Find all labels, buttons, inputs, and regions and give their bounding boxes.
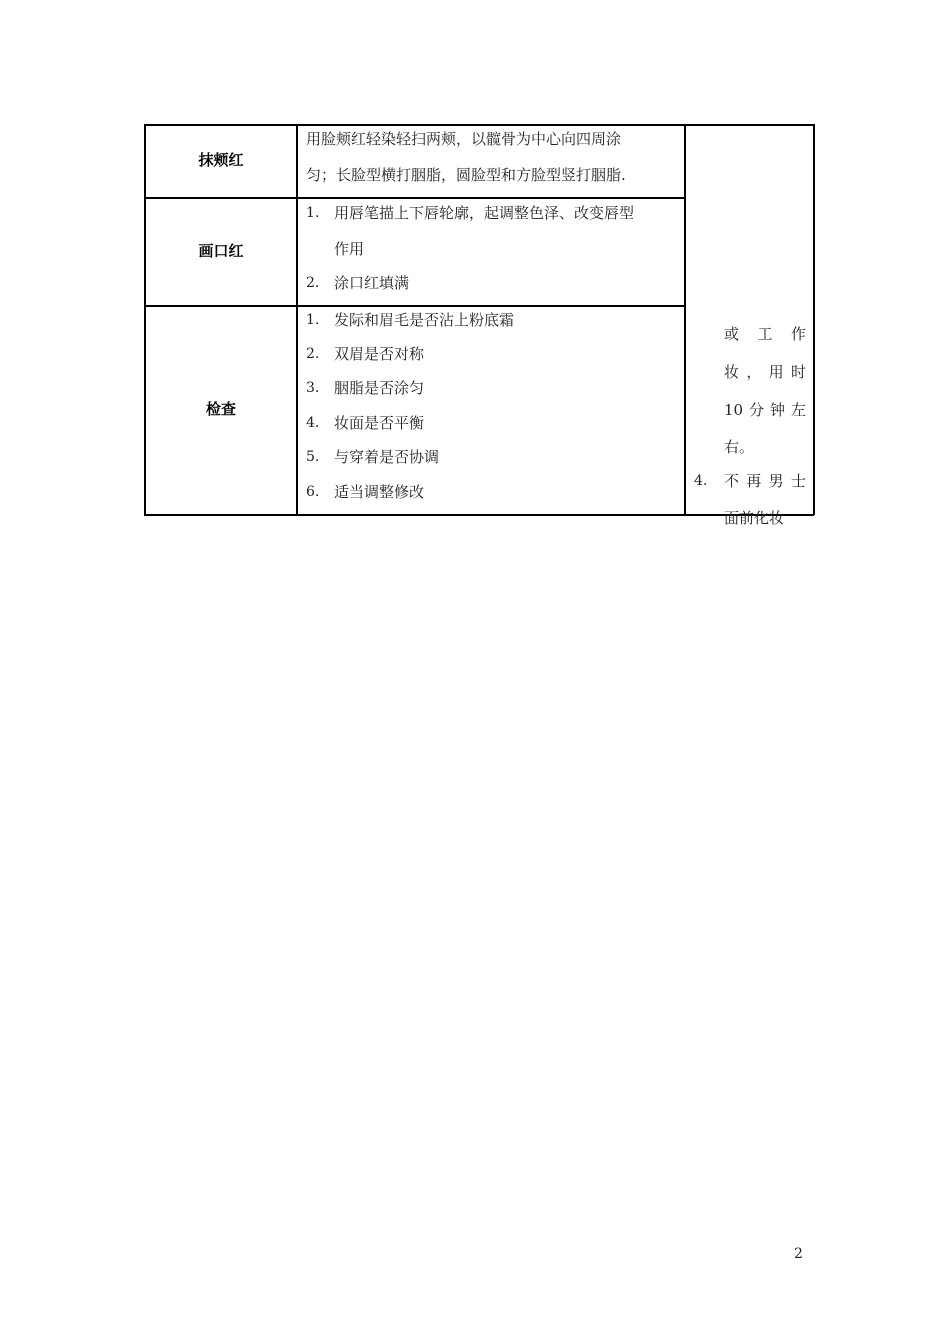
- page-number: 2: [794, 1246, 803, 1262]
- list-item-number: 2.: [306, 346, 320, 362]
- list-item-number: 5.: [306, 449, 320, 465]
- list-item-text: 双眉是否对称: [334, 345, 425, 363]
- list-item-number: 3.: [306, 380, 320, 396]
- list-item-text: 发际和眉毛是否沾上粉底霜: [334, 311, 515, 329]
- list-item-text: 与穿着是否协调: [334, 448, 440, 466]
- list-item-text: 用唇笔描上下唇轮廓，起调整色泽、改变唇型: [334, 204, 635, 222]
- list-item-number: 1.: [306, 312, 320, 328]
- list-item-text: 涂口红填满: [334, 274, 410, 292]
- side-note-item-number: 4.: [694, 473, 708, 489]
- list-item-number: 4.: [306, 415, 320, 431]
- list-item-text: 胭脂是否涂匀: [334, 379, 425, 397]
- row-label-blush: 抹颊红: [198, 151, 244, 169]
- list-item-text-continued: 作用: [334, 240, 365, 258]
- list-item-number: 1.: [306, 205, 320, 221]
- row-label-lipstick: 画口红: [198, 242, 244, 260]
- side-note-line-5: 不 再 男 士: [724, 472, 806, 490]
- side-note-line-2: 妆 ， 用 时: [724, 363, 806, 381]
- list-item-text: 妆面是否平衡: [334, 414, 425, 432]
- blush-text-line-1: 用脸颊红轻染轻扫两颊，以髋骨为中心向四周涂: [306, 130, 622, 148]
- list-item-text: 适当调整修改: [334, 483, 425, 501]
- list-item-number: 6.: [306, 484, 320, 500]
- side-note-line-6: 面前化妆: [724, 509, 785, 527]
- side-note-line-1: 或 工 作: [724, 325, 806, 343]
- row-label-check: 检查: [205, 400, 236, 418]
- side-note-line-4: 右。: [724, 438, 755, 456]
- blush-text-line-2: 匀；长脸型横打胭脂，圆脸型和方脸型竖打胭脂.: [306, 166, 626, 184]
- side-note-line-3: 10 分 钟 左: [724, 401, 806, 419]
- list-item-number: 2.: [306, 275, 320, 291]
